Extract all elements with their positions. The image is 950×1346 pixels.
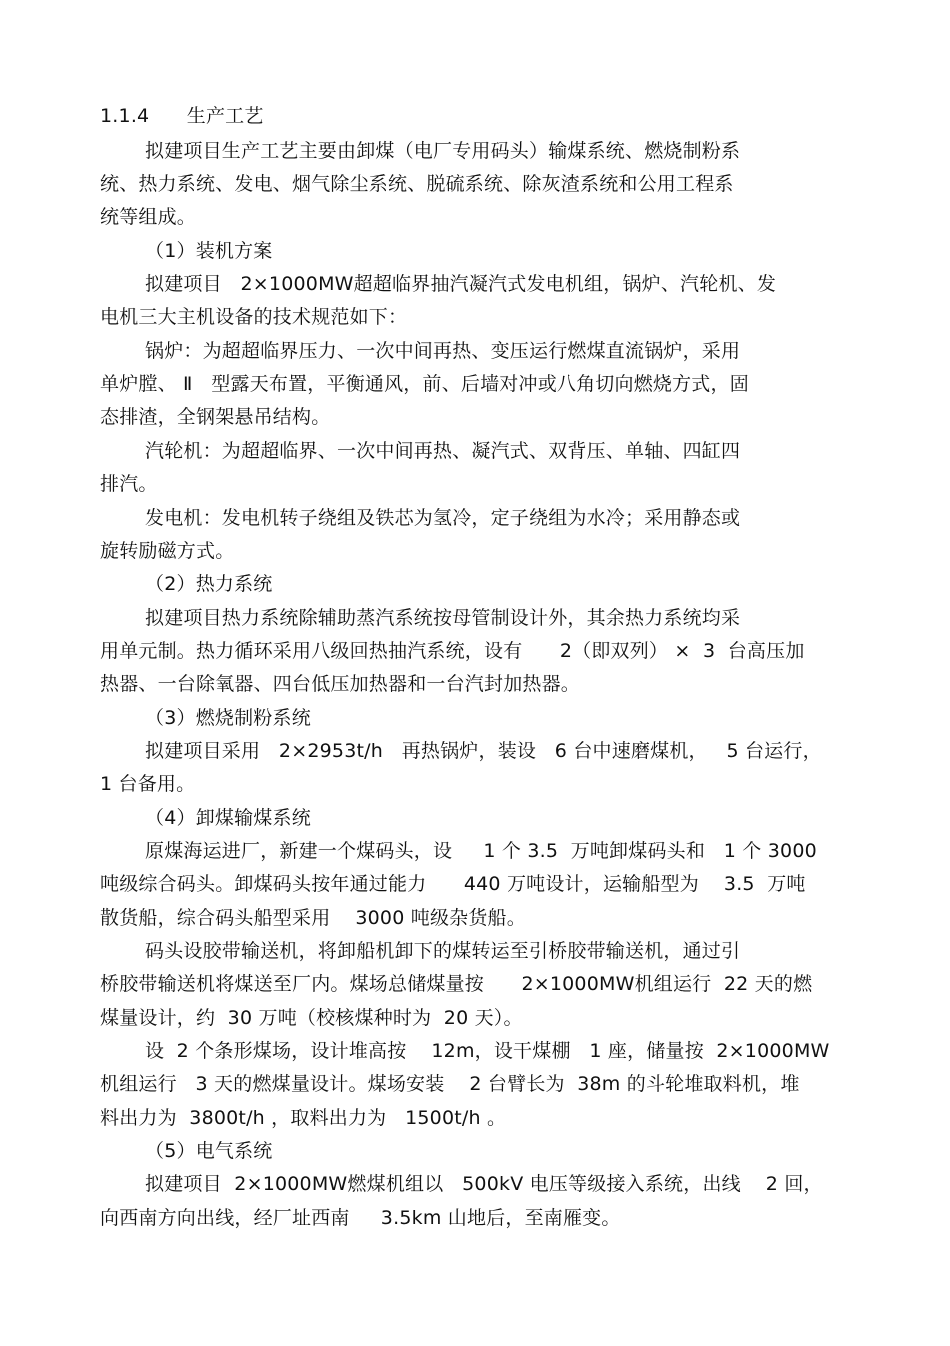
paragraph-line: 拟建项目采用 2×2953t/h 再热锅炉，装设 6 台中速磨煤机， 5 台运行， — [145, 740, 822, 762]
subsection-heading: （1）装机方案 — [145, 240, 273, 262]
paragraph-line: 煤量设计，约 30 万吨（校核煤种时为 20 天）。 — [100, 1007, 523, 1029]
paragraph-line: 料出力为 3800t/h ，取料出力为 1500t/h 。 — [100, 1107, 507, 1129]
paragraph-line: 汽轮机：为超超临界、一次中间再热、凝汽式、双背压、单轴、四缸四 — [145, 440, 741, 462]
paragraph-line: 发电机：发电机转子绕组及铁芯为氢冷，定子绕组为水冷；采用静态或 — [145, 507, 741, 529]
paragraph-line: 用单元制。热力循环采用八级回热抽汽系统，设有 2（即双列） × 3 台高压加 — [100, 640, 805, 662]
section-heading: 1.1.4 生产工艺 — [100, 105, 264, 127]
paragraph-line: 拟建项目生产工艺主要由卸煤（电厂专用码头）输煤系统、燃烧制粉系 — [145, 140, 741, 162]
paragraph-line: 散货船，综合码头船型采用 3000 吨级杂货船。 — [100, 907, 526, 929]
paragraph-line: 锅炉：为超超临界压力、一次中间再热、变压运行燃煤直流锅炉，采用 — [145, 340, 741, 362]
paragraph-line: 桥胶带输送机将煤送至厂内。煤场总储煤量按 2×1000MW机组运行 22 天的燃 — [100, 973, 813, 995]
paragraph-line: 统等组成。 — [100, 206, 197, 228]
paragraph-line: 旋转励磁方式。 — [100, 540, 235, 562]
paragraph-line: 统、热力系统、发电、烟气除尘系统、脱硫系统、除灰渣系统和公用工程系 — [100, 173, 734, 195]
paragraph-line: 吨级综合码头。卸煤码头按年通过能力 440 万吨设计，运输船型为 3.5 万吨 — [100, 873, 806, 895]
paragraph-line: 拟建项目 2×1000MW燃煤机组以 500kV 电压等级接入系统，出线 2 回， — [145, 1173, 823, 1195]
paragraph-line: 设 2 个条形煤场，设计堆高按 12m，设干煤棚 1 座，储量按 2×1000MW — [145, 1040, 830, 1062]
subsection-heading: （2）热力系统 — [145, 573, 273, 595]
paragraph-line: 排汽。 — [100, 473, 158, 495]
paragraph-line: 原煤海运进厂，新建一个煤码头，设 1 个 3.5 万吨卸煤码头和 1 个 3000 — [145, 840, 817, 862]
paragraph-line: 单炉膛、 Ⅱ 型露天布置，平衡通风，前、后墙对冲或八角切向燃烧方式，固 — [100, 373, 749, 395]
paragraph-line: 拟建项目热力系统除辅助蒸汽系统按母管制设计外，其余热力系统均采 — [145, 607, 741, 629]
paragraph-line: 热器、一台除氧器、四台低压加热器和一台汽封加热器。 — [100, 673, 581, 695]
paragraph-line: 拟建项目 2×1000MW超超临界抽汽凝汽式发电机组，锅炉、汽轮机、发 — [145, 273, 777, 295]
paragraph-line: 机组运行 3 天的燃煤量设计。煤场安装 2 台臂长为 38m 的斗轮堆取料机，堆 — [100, 1073, 800, 1095]
subsection-heading: （4）卸煤输煤系统 — [145, 807, 311, 829]
paragraph-line: 向西南方向出线，经厂址西南 3.5km 山地后，至南雁变。 — [100, 1207, 621, 1229]
paragraph-line: 1 台备用。 — [100, 773, 196, 795]
paragraph-line: 电机三大主机设备的技术规范如下： — [100, 306, 408, 328]
subsection-heading: （5）电气系统 — [145, 1140, 273, 1162]
subsection-heading: （3）燃烧制粉系统 — [145, 707, 311, 729]
paragraph-line: 态排渣，全钢架悬吊结构。 — [100, 406, 331, 428]
paragraph-line: 码头设胶带输送机，将卸船机卸下的煤转运至引桥胶带输送机，通过引 — [145, 940, 741, 962]
